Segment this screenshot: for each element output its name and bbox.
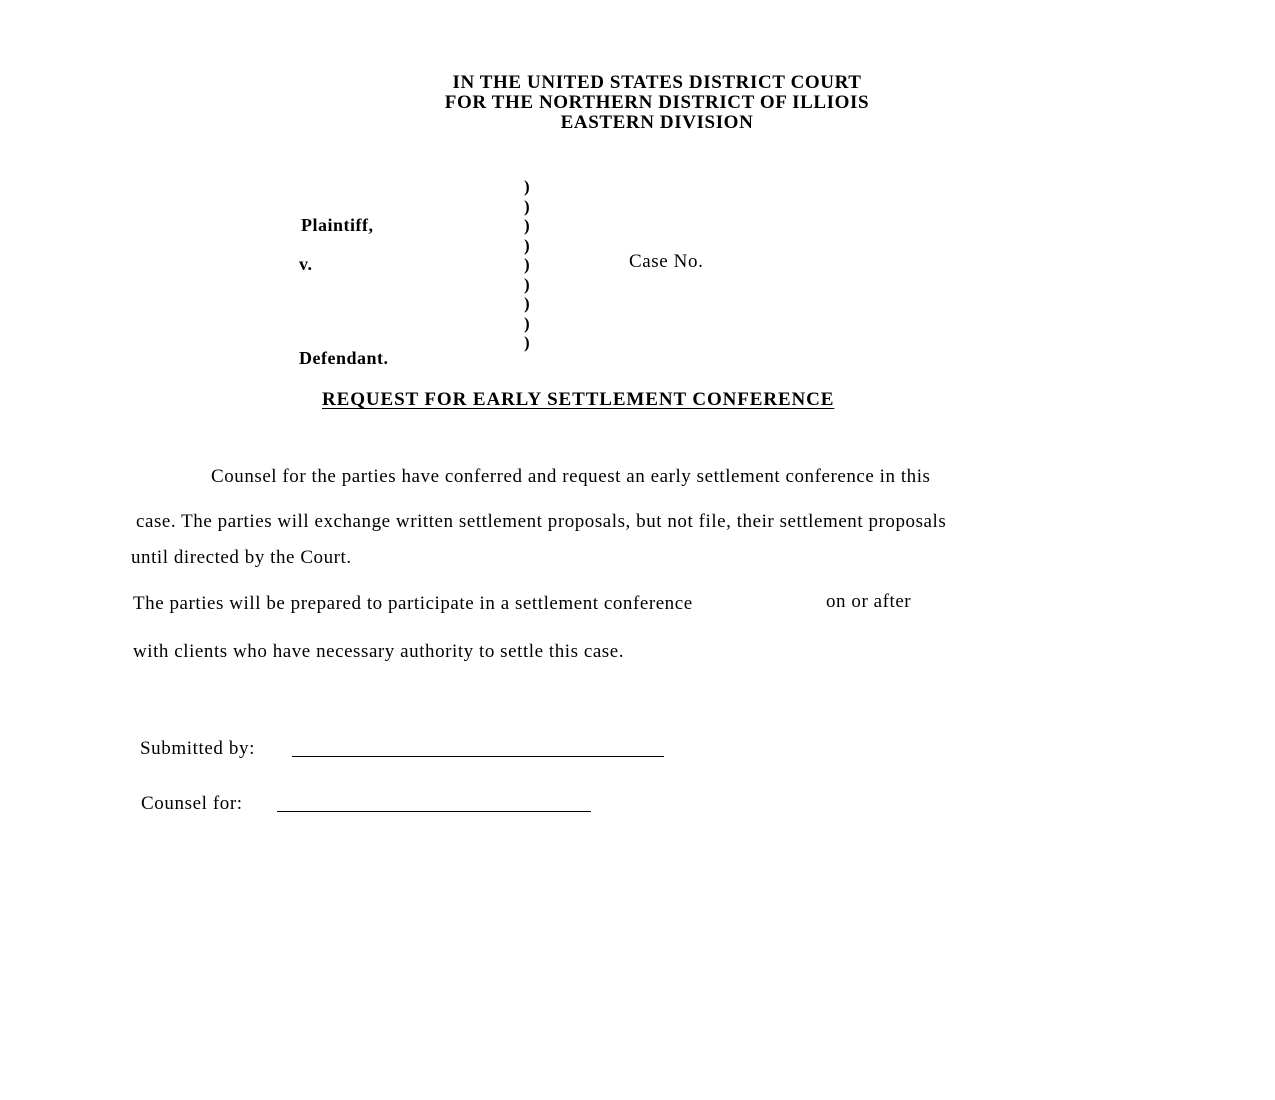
caption-parenthesis: ) bbox=[524, 313, 530, 333]
caption-parenthesis: ) bbox=[524, 216, 530, 235]
body-line-5: with clients who have necessary authority to settle this case. bbox=[133, 641, 625, 662]
caption-parenthesis: ) bbox=[524, 333, 530, 352]
caption-parenthesis: ) bbox=[524, 177, 530, 196]
counsel-for-signature-line[interactable] bbox=[277, 811, 591, 812]
court-heading-line-1: IN THE UNITED STATES DISTRICT COURT bbox=[452, 72, 862, 93]
body-line-1: Counsel for the parties have conferred and request an early settlement conference in this bbox=[211, 466, 931, 487]
caption-parenthesis: ) bbox=[524, 255, 530, 274]
court-heading-line-2: FOR THE NORTHERN DISTRICT OF ILLIOIS bbox=[444, 92, 870, 113]
case-number-label: Case No. bbox=[629, 251, 704, 272]
caption-parenthesis: ) bbox=[524, 196, 530, 216]
document-title: REQUEST FOR EARLY SETTLEMENT CONFERENCE bbox=[322, 389, 835, 410]
body-line-3: until directed by the Court. bbox=[131, 547, 352, 568]
submitted-by-signature-line[interactable] bbox=[292, 756, 664, 757]
caption-parenthesis: ) bbox=[524, 235, 530, 255]
versus-label: v. bbox=[299, 254, 313, 274]
submitted-by-label: Submitted by: bbox=[140, 738, 255, 759]
plaintiff-label: Plaintiff, bbox=[301, 215, 374, 235]
defendant-label: Defendant. bbox=[299, 348, 389, 368]
body-line-4: The parties will be prepared to participate in a settlement conference bbox=[133, 593, 693, 614]
court-heading-line-3: EASTERN DIVISION bbox=[560, 112, 754, 133]
counsel-for-label: Counsel for: bbox=[141, 793, 243, 814]
body-line-2: case. The parties will exchange written settlement proposals, but not file, their settlement proposals bbox=[136, 511, 947, 532]
caption-parenthesis: ) bbox=[524, 274, 530, 294]
body-line-4-tail: on or after bbox=[826, 591, 912, 612]
caption-parenthesis: ) bbox=[524, 294, 530, 313]
